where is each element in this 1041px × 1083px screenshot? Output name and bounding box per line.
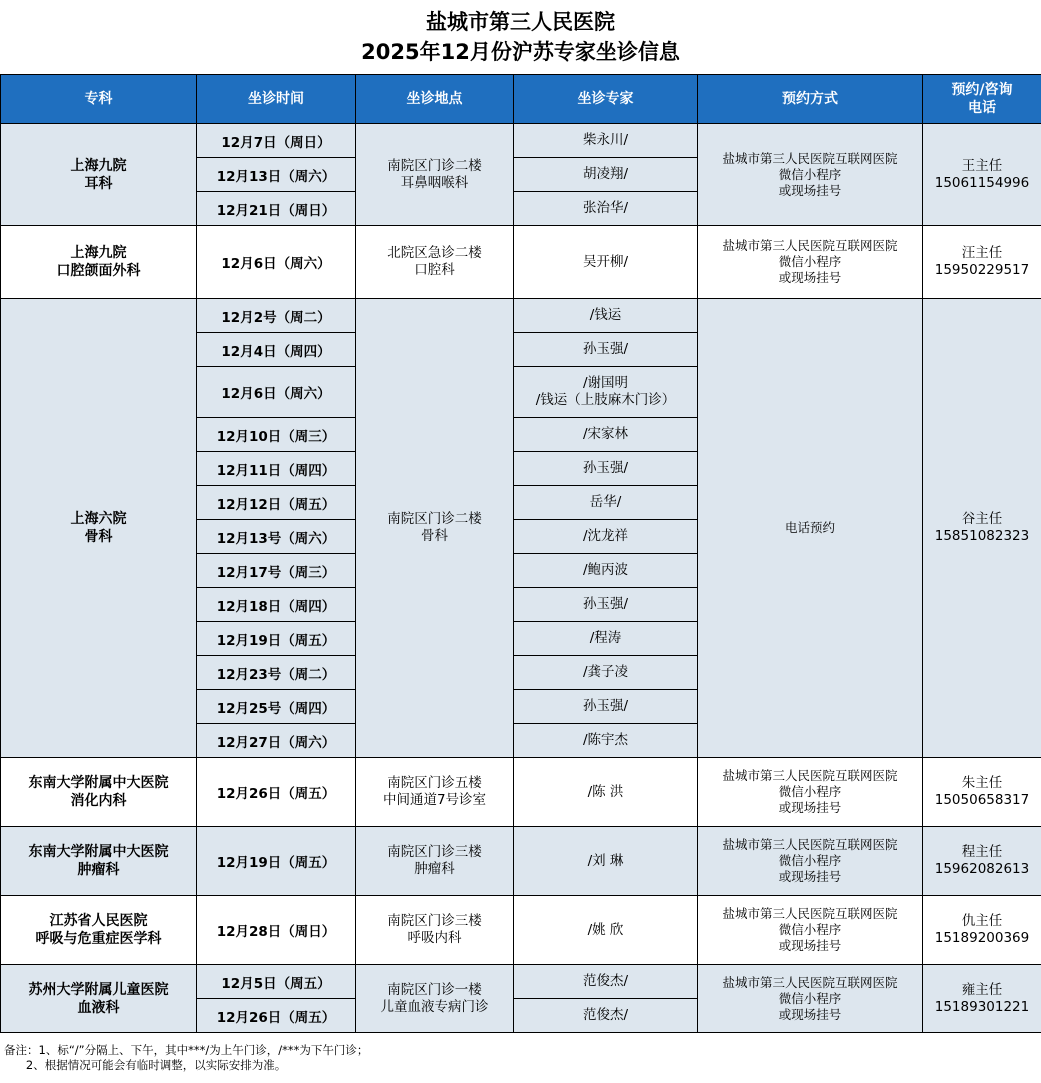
expert-cell: 孙玉强/ bbox=[514, 452, 698, 486]
expert-cell: 岳华/ bbox=[514, 486, 698, 520]
expert-cell: /姚 欣 bbox=[514, 896, 698, 965]
date-cell: 12月4日（周四） bbox=[197, 333, 356, 367]
date-cell: 12月28日（周日） bbox=[197, 896, 356, 965]
schedule-table bbox=[0, 74, 1041, 1033]
date-cell: 12月19日（周五） bbox=[197, 622, 356, 656]
department-cell: 上海六院 骨科 bbox=[1, 299, 197, 758]
page-title: 盐城市第三人民医院 bbox=[426, 10, 615, 34]
expert-cell: /龚子凌 bbox=[514, 656, 698, 690]
table-row bbox=[1, 965, 1041, 999]
booking-method-cell: 盐城市第三人民医院互联网医院 微信小程序 或现场挂号 bbox=[698, 124, 923, 226]
expert-cell: /程涛 bbox=[514, 622, 698, 656]
date-cell: 12月6日（周六） bbox=[197, 367, 356, 418]
expert-cell: 张治华/ bbox=[514, 192, 698, 226]
booking-method-cell: 盐城市第三人民医院互联网医院 微信小程序 或现场挂号 bbox=[698, 827, 923, 896]
contact-cell: 谷主任 15851082323 bbox=[923, 299, 1041, 758]
contact-cell: 汪主任 15950229517 bbox=[923, 226, 1041, 299]
date-cell: 12月13日（周六） bbox=[197, 158, 356, 192]
contact-cell: 仇主任 15189200369 bbox=[923, 896, 1041, 965]
header-location: 坐诊地点 bbox=[356, 75, 514, 124]
date-cell: 12月5日（周五） bbox=[197, 965, 356, 999]
date-cell: 12月7日（周日） bbox=[197, 124, 356, 158]
department-cell: 上海九院 口腔颌面外科 bbox=[1, 226, 197, 299]
department-cell: 上海九院 耳科 bbox=[1, 124, 197, 226]
date-cell: 12月23号（周二） bbox=[197, 656, 356, 690]
date-cell: 12月26日（周五） bbox=[197, 999, 356, 1033]
table-row bbox=[1, 827, 1041, 896]
booking-method-cell: 盐城市第三人民医院互联网医院 微信小程序 或现场挂号 bbox=[698, 896, 923, 965]
location-cell: 南院区门诊二楼 骨科 bbox=[356, 299, 514, 758]
schedule-body bbox=[1, 124, 1041, 1033]
table-row bbox=[1, 758, 1041, 827]
footnote-line-1: 备注：1、标“/”分隔上、下午，其中***/为上午门诊，/***为下午门诊； bbox=[4, 1043, 369, 1057]
expert-cell: 范俊杰/ bbox=[514, 965, 698, 999]
table-row bbox=[1, 299, 1041, 333]
expert-cell: 范俊杰/ bbox=[514, 999, 698, 1033]
expert-cell: /陈宇杰 bbox=[514, 724, 698, 758]
date-cell: 12月2号（周二） bbox=[197, 299, 356, 333]
expert-cell: /刘 琳 bbox=[514, 827, 698, 896]
date-cell: 12月6日（周六） bbox=[197, 226, 356, 299]
expert-cell: 孙玉强/ bbox=[514, 588, 698, 622]
expert-cell: 胡凌翔/ bbox=[514, 158, 698, 192]
booking-method-cell: 盐城市第三人民医院互联网医院 微信小程序 或现场挂号 bbox=[698, 965, 923, 1033]
contact-cell: 程主任 15962082613 bbox=[923, 827, 1041, 896]
location-cell: 南院区门诊三楼 呼吸内科 bbox=[356, 896, 514, 965]
location-cell: 南院区门诊三楼 肿瘤科 bbox=[356, 827, 514, 896]
date-cell: 12月21日（周日） bbox=[197, 192, 356, 226]
contact-cell: 王主任 15061154996 bbox=[923, 124, 1041, 226]
header-department: 专科 bbox=[1, 75, 197, 124]
booking-method-cell: 盐城市第三人民医院互联网医院 微信小程序 或现场挂号 bbox=[698, 226, 923, 299]
date-cell: 12月26日（周五） bbox=[197, 758, 356, 827]
location-cell: 北院区急诊二楼 口腔科 bbox=[356, 226, 514, 299]
table-row bbox=[1, 896, 1041, 965]
date-cell: 12月12日（周五） bbox=[197, 486, 356, 520]
page-subtitle: 2025年12月份沪苏专家坐诊信息 bbox=[361, 40, 680, 64]
date-cell: 12月13号（周六） bbox=[197, 520, 356, 554]
header-booking-method: 预约方式 bbox=[698, 75, 923, 124]
booking-method-cell: 盐城市第三人民医院互联网医院 微信小程序 或现场挂号 bbox=[698, 758, 923, 827]
expert-cell: /宋家林 bbox=[514, 418, 698, 452]
header-date: 坐诊时间 bbox=[197, 75, 356, 124]
expert-cell: /钱运 bbox=[514, 299, 698, 333]
expert-cell: 孙玉强/ bbox=[514, 690, 698, 724]
expert-cell: /鲍丙波 bbox=[514, 554, 698, 588]
expert-cell: 柴永川/ bbox=[514, 124, 698, 158]
department-cell: 苏州大学附属儿童医院 血液科 bbox=[1, 965, 197, 1033]
date-cell: 12月19日（周五） bbox=[197, 827, 356, 896]
table-row bbox=[1, 226, 1041, 299]
footnote-line-2: 2、根据情况可能会有临时调整，以实际安排为准。 bbox=[4, 1058, 287, 1072]
date-cell: 12月18日（周四） bbox=[197, 588, 356, 622]
date-cell: 12月27日（周六） bbox=[197, 724, 356, 758]
header-contact: 预约/咨询 电话 bbox=[923, 75, 1041, 124]
location-cell: 南院区门诊一楼 儿童血液专病门诊 bbox=[356, 965, 514, 1033]
booking-method-cell: 电话预约 bbox=[698, 299, 923, 758]
date-cell: 12月17号（周三） bbox=[197, 554, 356, 588]
table-header-row bbox=[1, 75, 1041, 124]
expert-cell: /沈龙祥 bbox=[514, 520, 698, 554]
expert-cell: /陈 洪 bbox=[514, 758, 698, 827]
date-cell: 12月25号（周四） bbox=[197, 690, 356, 724]
header-expert: 坐诊专家 bbox=[514, 75, 698, 124]
department-cell: 江苏省人民医院 呼吸与危重症医学科 bbox=[1, 896, 197, 965]
location-cell: 南院区门诊五楼 中间通道7号诊室 bbox=[356, 758, 514, 827]
expert-cell: /谢国明 /钱运（上肢麻木门诊） bbox=[514, 367, 698, 418]
department-cell: 东南大学附属中大医院 消化内科 bbox=[1, 758, 197, 827]
date-cell: 12月10日（周三） bbox=[197, 418, 356, 452]
expert-cell: 吴开柳/ bbox=[514, 226, 698, 299]
location-cell: 南院区门诊二楼 耳鼻咽喉科 bbox=[356, 124, 514, 226]
expert-cell: 孙玉强/ bbox=[514, 333, 698, 367]
contact-cell: 朱主任 15050658317 bbox=[923, 758, 1041, 827]
table-row bbox=[1, 124, 1041, 158]
department-cell: 东南大学附属中大医院 肿瘤科 bbox=[1, 827, 197, 896]
contact-cell: 雍主任 15189301221 bbox=[923, 965, 1041, 1033]
date-cell: 12月11日（周四） bbox=[197, 452, 356, 486]
